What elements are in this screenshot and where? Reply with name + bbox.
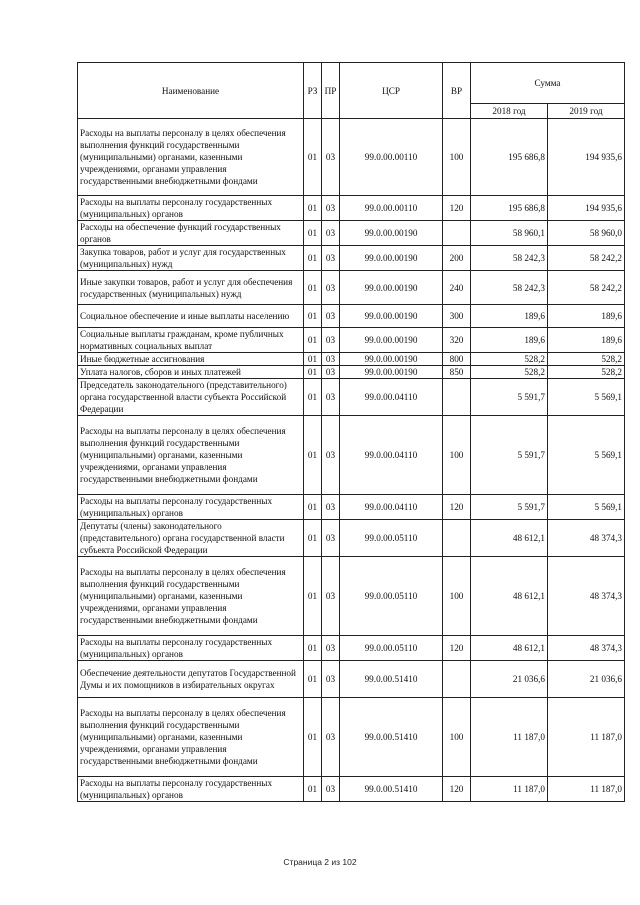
row-vr: 850 bbox=[443, 366, 471, 379]
row-pr: 03 bbox=[322, 353, 340, 366]
row-pr: 03 bbox=[322, 777, 340, 802]
row-csr: 99.0.00.51410 bbox=[340, 698, 443, 777]
row-name: Расходы на выплаты персоналу государственных (муниципальных) органов bbox=[78, 777, 304, 802]
row-pr: 03 bbox=[322, 661, 340, 698]
row-rz: 01 bbox=[304, 777, 322, 802]
row-sum-2018: 58 960,1 bbox=[471, 221, 548, 246]
row-sum-2018: 5 591,7 bbox=[471, 416, 548, 495]
row-vr: 100 bbox=[443, 698, 471, 777]
table-row bbox=[78, 495, 625, 520]
row-sum-2019: 528,2 bbox=[548, 353, 625, 366]
row-name: Расходы на выплаты персоналу государственных (муниципальных) органов bbox=[78, 636, 304, 661]
row-csr: 99.0.00.05110 bbox=[340, 636, 443, 661]
row-sum-2019: 48 374,3 bbox=[548, 636, 625, 661]
row-sum-2018: 528,2 bbox=[471, 353, 548, 366]
row-name: Социальное обеспечение и иные выплаты населению bbox=[78, 305, 304, 328]
row-vr: 120 bbox=[443, 636, 471, 661]
row-pr: 03 bbox=[322, 557, 340, 636]
row-pr: 03 bbox=[322, 196, 340, 221]
row-csr: 99.0.00.51410 bbox=[340, 777, 443, 802]
row-name: Расходы на выплаты персоналу в целях обеспечения выполнения функций государственными (муниципальными) органами, казенными учреждениями, органами управления государственными внебюджетными фондами bbox=[78, 119, 304, 196]
header-vr: ВР bbox=[443, 63, 471, 119]
row-rz: 01 bbox=[304, 221, 322, 246]
row-sum-2018: 11 187,0 bbox=[471, 777, 548, 802]
row-name: Депутаты (члены) законодательного (представительного) органа государственной власти субъекта Российской Федерации bbox=[78, 520, 304, 557]
row-pr: 03 bbox=[322, 328, 340, 353]
row-rz: 01 bbox=[304, 698, 322, 777]
table-row bbox=[78, 636, 625, 661]
row-csr: 99.0.00.04110 bbox=[340, 416, 443, 495]
table-row bbox=[78, 305, 625, 328]
row-pr: 03 bbox=[322, 636, 340, 661]
row-sum-2019: 189,6 bbox=[548, 328, 625, 353]
row-sum-2019: 528,2 bbox=[548, 366, 625, 379]
row-rz: 01 bbox=[304, 416, 322, 495]
row-rz: 01 bbox=[304, 557, 322, 636]
row-pr: 03 bbox=[322, 366, 340, 379]
row-vr: 320 bbox=[443, 328, 471, 353]
row-vr: 100 bbox=[443, 416, 471, 495]
row-name: Расходы на выплаты персоналу государственных (муниципальных) органов bbox=[78, 196, 304, 221]
row-vr: 100 bbox=[443, 557, 471, 636]
row-rz: 01 bbox=[304, 379, 322, 416]
header-name: Наименование bbox=[78, 63, 304, 119]
row-sum-2018: 21 036,6 bbox=[471, 661, 548, 698]
row-sum-2019: 189,6 bbox=[548, 305, 625, 328]
row-vr bbox=[443, 379, 471, 416]
row-sum-2019: 194 935,6 bbox=[548, 119, 625, 196]
row-vr: 240 bbox=[443, 271, 471, 305]
row-vr: 800 bbox=[443, 353, 471, 366]
row-rz: 01 bbox=[304, 495, 322, 520]
row-pr: 03 bbox=[322, 379, 340, 416]
header-csr: ЦСР bbox=[340, 63, 443, 119]
row-csr: 99.0.00.00190 bbox=[340, 353, 443, 366]
row-name: Расходы на выплаты персоналу в целях обеспечения выполнения функций государственными (муниципальными) органами, казенными учреждениями, органами управления государственными внебюджетными фондами bbox=[78, 416, 304, 495]
header-sum: Сумма bbox=[471, 63, 625, 104]
row-vr bbox=[443, 221, 471, 246]
row-name: Социальные выплаты гражданам, кроме публичных нормативных социальных выплат bbox=[78, 328, 304, 353]
row-csr: 99.0.00.00190 bbox=[340, 305, 443, 328]
row-pr: 03 bbox=[322, 246, 340, 271]
row-sum-2019: 5 569,1 bbox=[548, 495, 625, 520]
row-sum-2018: 48 612,1 bbox=[471, 636, 548, 661]
row-sum-2018: 189,6 bbox=[471, 305, 548, 328]
header-year-2018: 2018 год bbox=[471, 104, 548, 119]
row-csr: 99.0.00.00190 bbox=[340, 328, 443, 353]
row-vr: 120 bbox=[443, 196, 471, 221]
row-sum-2019: 5 569,1 bbox=[548, 379, 625, 416]
row-sum-2018: 528,2 bbox=[471, 366, 548, 379]
row-pr: 03 bbox=[322, 221, 340, 246]
row-rz: 01 bbox=[304, 305, 322, 328]
row-csr: 99.0.00.51410 bbox=[340, 661, 443, 698]
row-csr: 99.0.00.00110 bbox=[340, 119, 443, 196]
row-sum-2019: 58 242,2 bbox=[548, 271, 625, 305]
row-pr: 03 bbox=[322, 520, 340, 557]
header-year-2019: 2019 год bbox=[548, 104, 625, 119]
table-row bbox=[78, 328, 625, 353]
row-name: Обеспечение деятельности депутатов Государственной Думы и их помощников в избирательных округах bbox=[78, 661, 304, 698]
row-name: Иные закупки товаров, работ и услуг для обеспечения государственных (муниципальных) нужд bbox=[78, 271, 304, 305]
row-name: Расходы на обеспечение функций государственных органов bbox=[78, 221, 304, 246]
row-pr: 03 bbox=[322, 271, 340, 305]
row-sum-2018: 195 686,8 bbox=[471, 119, 548, 196]
page-number: Страница 2 из 102 bbox=[283, 857, 357, 867]
row-sum-2018: 195 686,8 bbox=[471, 196, 548, 221]
row-rz: 01 bbox=[304, 636, 322, 661]
row-rz: 01 bbox=[304, 119, 322, 196]
row-csr: 99.0.00.04110 bbox=[340, 495, 443, 520]
row-sum-2018: 48 612,1 bbox=[471, 520, 548, 557]
table-row bbox=[78, 777, 625, 802]
row-name: Закупка товаров, работ и услуг для государственных (муниципальных) нужд bbox=[78, 246, 304, 271]
table-row bbox=[78, 271, 625, 305]
row-sum-2018: 58 242,3 bbox=[471, 271, 548, 305]
row-csr: 99.0.00.05110 bbox=[340, 520, 443, 557]
row-pr: 03 bbox=[322, 495, 340, 520]
row-vr: 120 bbox=[443, 777, 471, 802]
header-pr: ПР bbox=[322, 63, 340, 119]
row-rz: 01 bbox=[304, 661, 322, 698]
row-vr: 200 bbox=[443, 246, 471, 271]
row-csr: 99.0.00.00190 bbox=[340, 221, 443, 246]
row-sum-2019: 11 187,0 bbox=[548, 777, 625, 802]
row-sum-2018: 5 591,7 bbox=[471, 495, 548, 520]
table-row bbox=[78, 661, 625, 698]
table-row bbox=[78, 520, 625, 557]
row-name: Расходы на выплаты персоналу в целях обеспечения выполнения функций государственными (муниципальными) органами, казенными учреждениями, органами управления государственными внебюджетными фондами bbox=[78, 698, 304, 777]
row-pr: 03 bbox=[322, 305, 340, 328]
row-name: Иные бюджетные ассигнования bbox=[78, 353, 304, 366]
row-rz: 01 bbox=[304, 520, 322, 557]
row-rz: 01 bbox=[304, 353, 322, 366]
row-csr: 99.0.00.04110 bbox=[340, 379, 443, 416]
row-rz: 01 bbox=[304, 246, 322, 271]
row-vr: 300 bbox=[443, 305, 471, 328]
row-csr: 99.0.00.00190 bbox=[340, 271, 443, 305]
row-sum-2019: 48 374,3 bbox=[548, 520, 625, 557]
table-row bbox=[78, 246, 625, 271]
table-row bbox=[78, 379, 625, 416]
row-vr bbox=[443, 520, 471, 557]
table-row bbox=[78, 416, 625, 495]
row-vr: 100 bbox=[443, 119, 471, 196]
row-rz: 01 bbox=[304, 366, 322, 379]
row-sum-2019: 48 374,3 bbox=[548, 557, 625, 636]
table-row bbox=[78, 557, 625, 636]
row-sum-2018: 5 591,7 bbox=[471, 379, 548, 416]
row-rz: 01 bbox=[304, 328, 322, 353]
row-name: Расходы на выплаты персоналу государственных (муниципальных) органов bbox=[78, 495, 304, 520]
row-sum-2019: 5 569,1 bbox=[548, 416, 625, 495]
row-sum-2019: 58 242,2 bbox=[548, 246, 625, 271]
row-sum-2019: 194 935,6 bbox=[548, 196, 625, 221]
table-body bbox=[78, 119, 625, 802]
row-sum-2018: 48 612,1 bbox=[471, 557, 548, 636]
row-rz: 01 bbox=[304, 271, 322, 305]
row-name: Расходы на выплаты персоналу в целях обеспечения выполнения функций государственными (муниципальными) органами, казенными учреждениями, органами управления государственными внебюджетными фондами bbox=[78, 557, 304, 636]
row-sum-2018: 189,6 bbox=[471, 328, 548, 353]
row-pr: 03 bbox=[322, 698, 340, 777]
row-sum-2018: 58 242,3 bbox=[471, 246, 548, 271]
row-sum-2019: 58 960,0 bbox=[548, 221, 625, 246]
table-row bbox=[78, 698, 625, 777]
row-vr bbox=[443, 661, 471, 698]
row-sum-2019: 11 187,0 bbox=[548, 698, 625, 777]
row-vr: 120 bbox=[443, 495, 471, 520]
row-sum-2019: 21 036,6 bbox=[548, 661, 625, 698]
row-pr: 03 bbox=[322, 119, 340, 196]
header-rz: РЗ bbox=[304, 63, 322, 119]
row-csr: 99.0.00.00190 bbox=[340, 246, 443, 271]
row-name: Уплата налогов, сборов и иных платежей bbox=[78, 366, 304, 379]
table-row bbox=[78, 221, 625, 246]
table-row bbox=[78, 119, 625, 196]
row-sum-2018: 11 187,0 bbox=[471, 698, 548, 777]
row-csr: 99.0.00.00110 bbox=[340, 196, 443, 221]
row-csr: 99.0.00.05110 bbox=[340, 557, 443, 636]
table-row bbox=[78, 196, 625, 221]
row-csr: 99.0.00.00190 bbox=[340, 366, 443, 379]
row-name: Председатель законодательного (представительного) органа государственной власти субъекта Российской Федерации bbox=[78, 379, 304, 416]
table-row bbox=[78, 366, 625, 379]
row-rz: 01 bbox=[304, 196, 322, 221]
budget-table bbox=[77, 62, 625, 802]
table-row bbox=[78, 353, 625, 366]
row-pr: 03 bbox=[322, 416, 340, 495]
